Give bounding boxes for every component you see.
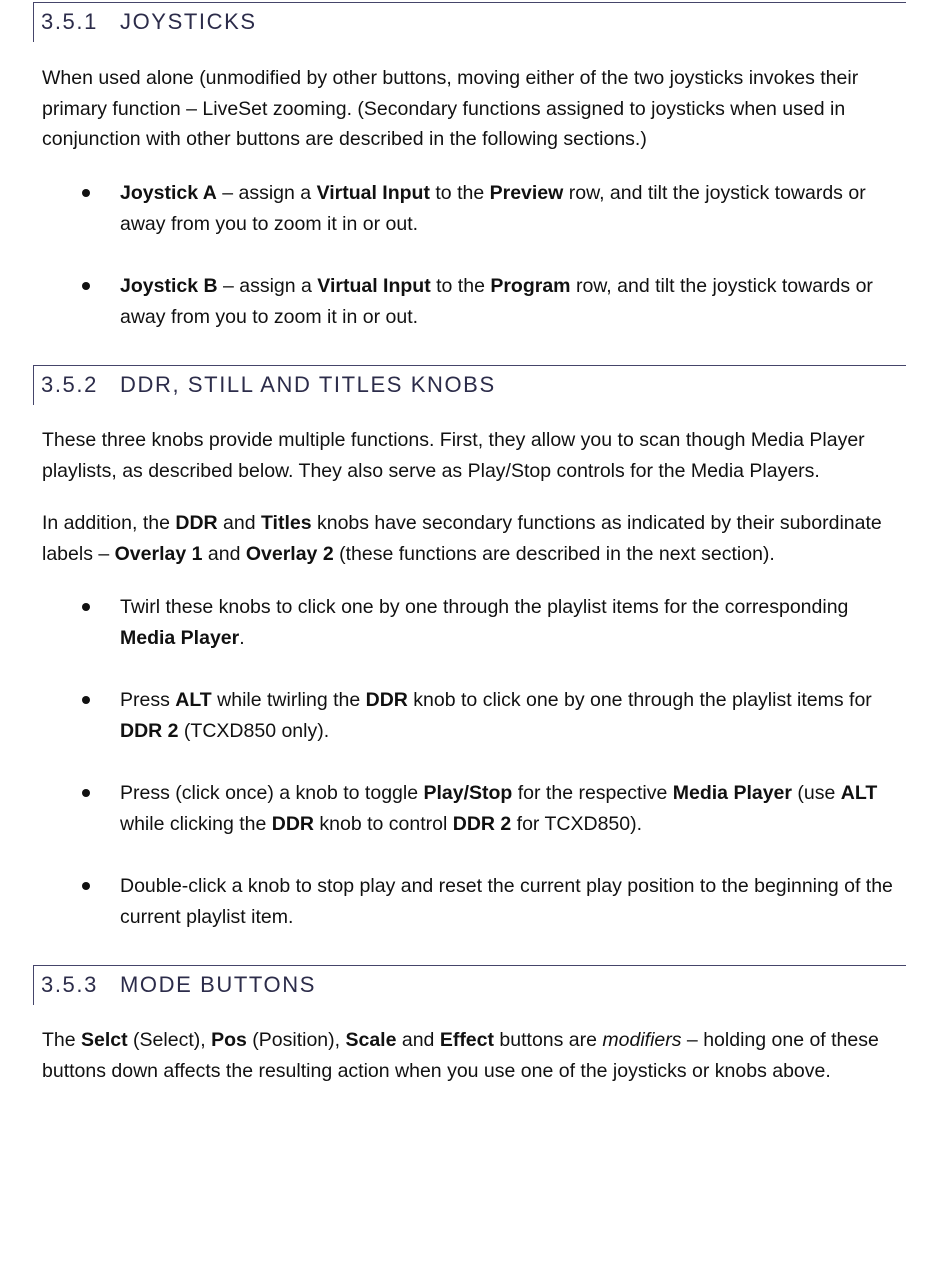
bold-text: DDR bbox=[175, 512, 218, 534]
text-run: (use bbox=[792, 782, 841, 804]
paragraph bbox=[0, 425, 912, 486]
bullet-icon bbox=[82, 882, 90, 890]
bold-text: Virtual Input bbox=[317, 274, 431, 297]
bold-text: Program bbox=[490, 274, 571, 297]
section-title: JOYSTICKS bbox=[120, 9, 257, 34]
text-run: for the respective bbox=[512, 782, 673, 804]
bold-text: Media Player bbox=[120, 627, 240, 649]
bullet-text bbox=[120, 875, 893, 928]
text-run: (Select), bbox=[127, 1029, 212, 1051]
text-run: (TCXD850 only). bbox=[178, 720, 330, 742]
text-run: for TCXD850). bbox=[511, 813, 643, 835]
bold-text: Media Player bbox=[672, 782, 792, 804]
text-run: In addition, the bbox=[42, 512, 176, 534]
bullet-item bbox=[0, 271, 895, 333]
text-run: . bbox=[239, 627, 245, 649]
bold-text: DDR bbox=[271, 813, 314, 835]
section-number: 3.5.3 bbox=[41, 972, 98, 997]
section-title: DDR, STILL AND TITLES KNOBS bbox=[120, 372, 496, 397]
bold-text: Titles bbox=[260, 512, 312, 534]
text-run: – assign a bbox=[217, 274, 318, 297]
bullet-list bbox=[0, 592, 950, 933]
bold-text: ALT bbox=[840, 782, 878, 804]
text-run: Twirl these knobs to click one by one through the playlist items for the corresponding bbox=[120, 596, 849, 618]
bold-text: DDR bbox=[365, 689, 408, 711]
bold-text: Effect bbox=[439, 1029, 494, 1051]
section-joysticks bbox=[0, 2, 950, 333]
bold-text: Overlay 2 bbox=[245, 542, 334, 565]
paragraph bbox=[0, 508, 912, 569]
bullet-text bbox=[120, 182, 866, 235]
text-run: (these functions are described in the next section). bbox=[333, 542, 775, 565]
text-run: to the bbox=[429, 181, 490, 204]
text-run: to the bbox=[430, 274, 491, 297]
bullet-list bbox=[0, 178, 950, 333]
text-run: – assign a bbox=[216, 181, 317, 204]
bold-text: DDR 2 bbox=[120, 720, 179, 742]
text-run: row, and tilt the joystick towards or away from you to zoom it in or out. bbox=[120, 274, 873, 328]
bullet-text bbox=[120, 275, 873, 328]
bullet-icon bbox=[82, 603, 90, 611]
text-run: row, and tilt the joystick towards or away from you to zoom it in or out. bbox=[120, 181, 866, 235]
text-run: and bbox=[396, 1029, 440, 1051]
text-run: These three knobs provide multiple functions. First, they allow you to scan though Media Player playlists, as described below. They also serve as Play/Stop controls for the Media Players. bbox=[42, 429, 865, 482]
text-run: When used alone (unmodified by other buttons, moving either of the two joysticks invokes their primary function – LiveSet zooming. (Secondary functions assigned to joysticks when used in conjunction with other buttons are described in the following sections.) bbox=[42, 67, 859, 150]
bullet-item bbox=[0, 178, 895, 240]
section-number: 3.5.1 bbox=[41, 9, 98, 34]
section-title: MODE BUTTONS bbox=[120, 972, 317, 997]
section-heading bbox=[33, 365, 906, 405]
bullet-icon bbox=[82, 789, 90, 797]
text-run: The bbox=[42, 1029, 82, 1051]
text-run: knobs have secondary functions as indicated by their subordinate labels – bbox=[42, 512, 882, 565]
section-knobs bbox=[0, 365, 950, 933]
bullet-item bbox=[0, 592, 895, 654]
bold-text: Selct bbox=[81, 1029, 128, 1051]
bold-text: DDR 2 bbox=[452, 813, 512, 835]
text-run: knob to click one by one through the playlist items for bbox=[407, 689, 872, 711]
bold-text: Preview bbox=[489, 181, 564, 204]
section-number: 3.5.2 bbox=[41, 372, 98, 397]
bold-text: Overlay 1 bbox=[114, 542, 203, 565]
text-run: while clicking the bbox=[120, 813, 272, 835]
bold-text: Play/Stop bbox=[423, 782, 513, 804]
bold-text: Pos bbox=[211, 1029, 247, 1051]
text-run: (Position), bbox=[246, 1029, 346, 1051]
section-heading bbox=[33, 965, 906, 1005]
text-run: knob to control bbox=[313, 813, 453, 835]
bullet-item bbox=[0, 871, 895, 933]
bullet-item bbox=[0, 685, 895, 747]
text-run: Double-click a knob to stop play and reset the current play position to the beginning of the current playlist item. bbox=[120, 875, 893, 928]
bullet-text bbox=[120, 596, 848, 649]
text-run: and bbox=[217, 512, 261, 534]
section-heading bbox=[33, 2, 906, 42]
bullet-text bbox=[120, 689, 872, 742]
text-run: – holding one of these buttons down affects the resulting action when you use one of the joysticks or knobs above. bbox=[42, 1029, 879, 1082]
bold-text: Joystick B bbox=[120, 274, 218, 297]
bullet-item bbox=[0, 778, 895, 840]
bullet-text bbox=[120, 782, 877, 835]
bold-text: Joystick A bbox=[120, 181, 217, 204]
bold-text: Virtual Input bbox=[316, 181, 430, 204]
text-run: Press bbox=[120, 689, 176, 711]
text-run: while twirling the bbox=[211, 689, 366, 711]
text-run: Press (click once) a knob to toggle bbox=[120, 782, 424, 804]
bullet-icon bbox=[82, 282, 90, 290]
italic-text: modifiers bbox=[602, 1029, 682, 1051]
paragraph bbox=[0, 63, 912, 155]
text-run: buttons are bbox=[494, 1029, 603, 1051]
bullet-icon bbox=[82, 189, 90, 197]
bold-text: ALT bbox=[175, 689, 212, 711]
section-mode-buttons bbox=[0, 965, 950, 1086]
text-run: and bbox=[202, 542, 246, 565]
bullet-icon bbox=[82, 696, 90, 704]
paragraph bbox=[0, 1025, 912, 1086]
bold-text: Scale bbox=[345, 1029, 397, 1051]
